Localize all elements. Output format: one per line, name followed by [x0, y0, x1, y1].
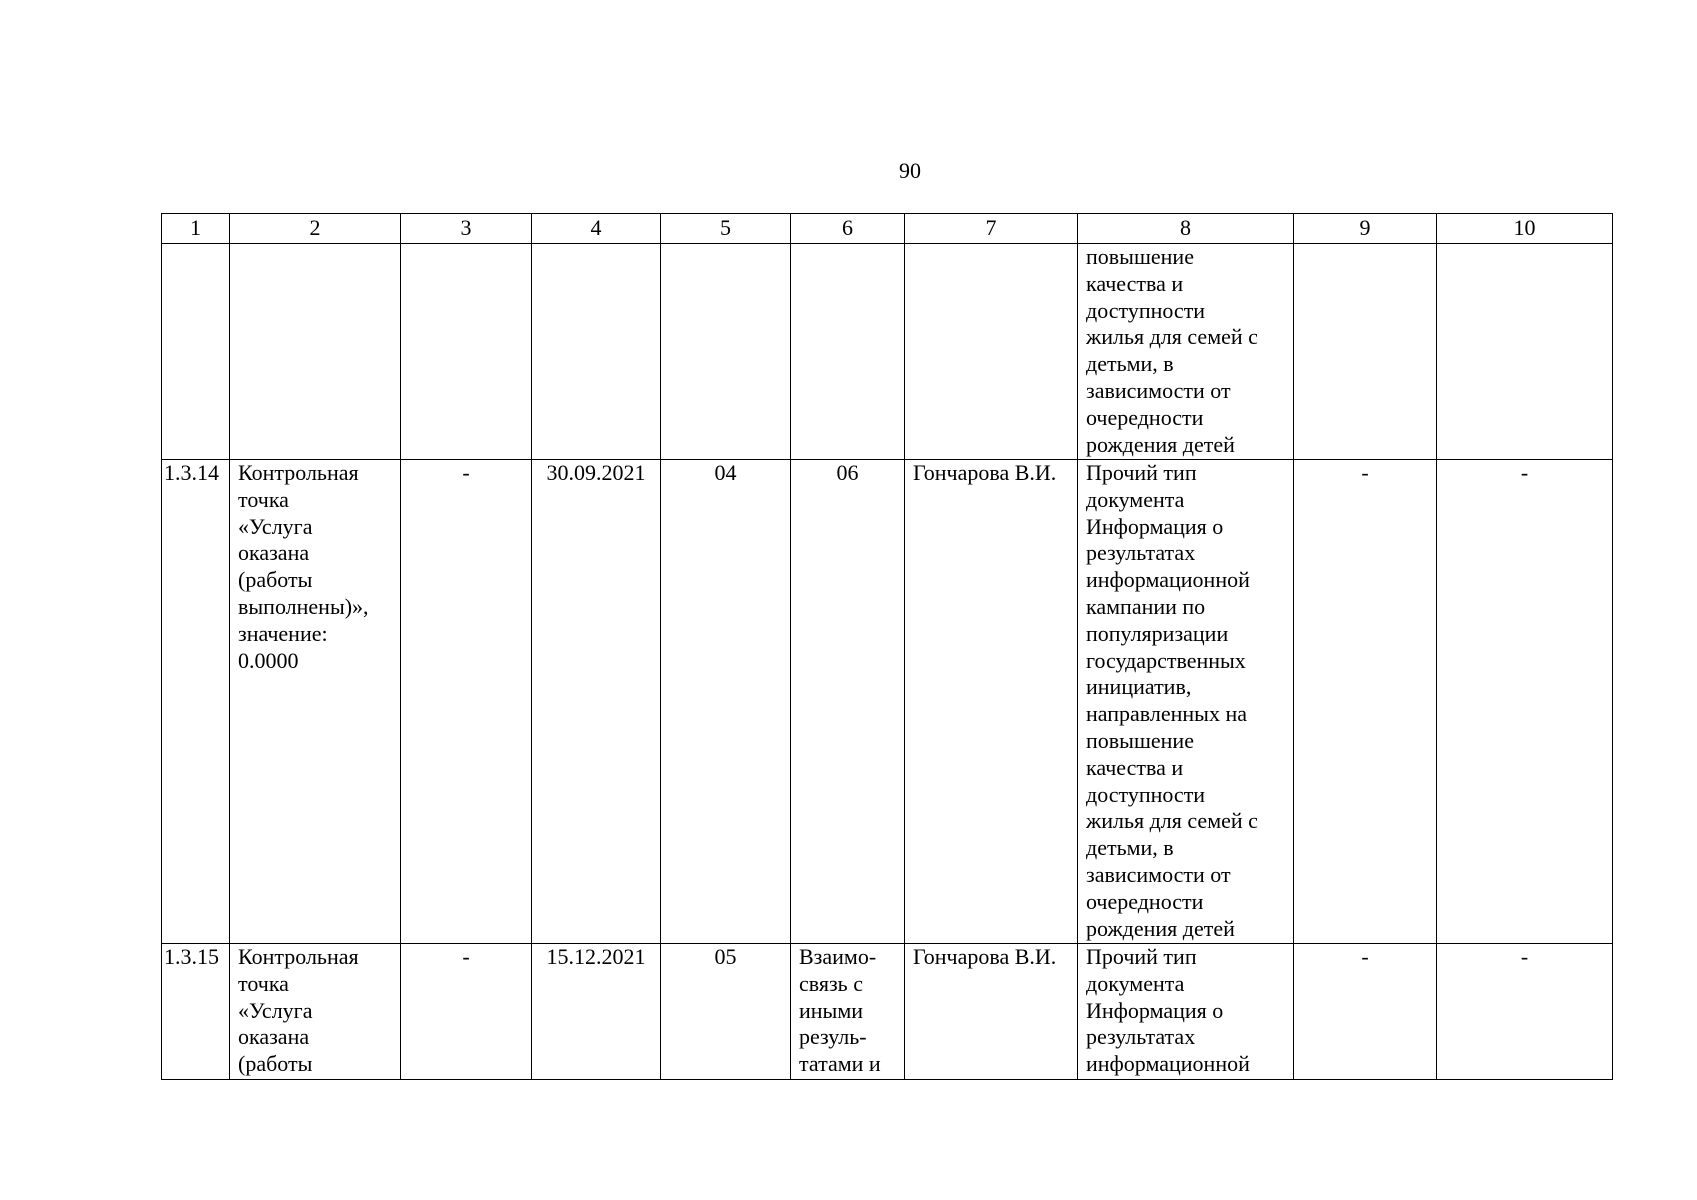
column-header: 10 — [1437, 214, 1613, 244]
cell-line: рождения детей — [1086, 431, 1235, 457]
cell-line: повышение — [1086, 244, 1194, 269]
cell-line: 0.0000 — [238, 647, 299, 673]
cell-line: 06 — [836, 460, 859, 485]
cell-line: инициатив, — [1086, 674, 1192, 700]
column-header: 6 — [791, 214, 905, 244]
document-cell — [1078, 244, 1294, 460]
date-cell — [532, 244, 661, 460]
column-header: 2 — [230, 214, 401, 244]
column-header: 3 — [401, 214, 532, 244]
cell-line: жилья для семей с — [1086, 324, 1258, 350]
cell-line: детьми, в — [1086, 351, 1174, 377]
cell-line: точка — [238, 970, 289, 996]
column-header: 9 — [1294, 214, 1437, 244]
col6-cell — [791, 944, 905, 1080]
cell-line: Контрольная — [238, 944, 359, 969]
cell-line: связь с — [799, 970, 863, 996]
responsible-cell — [905, 244, 1078, 460]
description-cell — [230, 460, 401, 944]
col9-cell: - — [1294, 460, 1437, 944]
date-cell: 30.09.2021 — [532, 460, 661, 944]
column-header: 8 — [1078, 214, 1294, 244]
table-row — [162, 244, 1613, 460]
col3-cell — [401, 244, 532, 460]
cell-line: значение: — [238, 620, 328, 646]
cell-line: информационной — [1086, 567, 1250, 593]
cell-line: зависимости от — [1086, 377, 1231, 403]
cell-line: выполнены)», — [238, 593, 369, 619]
cell-line: качества и — [1086, 270, 1184, 296]
cell-line: Информация о — [1086, 513, 1224, 539]
date-cell: 15.12.2021 — [532, 944, 661, 1080]
plan-table — [161, 213, 1613, 1080]
col10-cell: - — [1437, 460, 1613, 944]
cell-line: Информация о — [1086, 997, 1224, 1023]
responsible-cell: Гончарова В.И. — [905, 944, 1078, 1080]
cell-line: очередности — [1086, 404, 1204, 430]
row-number-cell: 1.3.14 — [162, 460, 230, 944]
cell-line: очередности — [1086, 888, 1204, 914]
cell-line: доступности — [1086, 781, 1206, 807]
cell-line: документа — [1086, 970, 1185, 996]
cell-line: государственных — [1086, 647, 1246, 673]
document-cell — [1078, 944, 1294, 1080]
col10-cell: - — [1437, 944, 1613, 1080]
table-row — [162, 944, 1613, 1080]
column-header: 5 — [661, 214, 791, 244]
header-row — [162, 214, 1613, 244]
cell-line: зависимости от — [1086, 861, 1231, 887]
col5-cell: 05 — [661, 944, 791, 1080]
description-cell — [230, 244, 401, 460]
cell-line: Прочий тип — [1086, 944, 1197, 969]
cell-line: «Услуга — [238, 513, 313, 539]
cell-line: (работы — [238, 1051, 313, 1077]
cell-line: оказана — [238, 1024, 310, 1050]
col9-cell — [1294, 244, 1437, 460]
cell-line: доступности — [1086, 297, 1206, 323]
cell-line: популяризации — [1086, 620, 1229, 646]
cell-line: Взаимо- — [799, 944, 877, 969]
row-number-cell — [162, 244, 230, 460]
cell-line: Прочий тип — [1086, 460, 1197, 485]
cell-line: документа — [1086, 486, 1185, 512]
table-row — [162, 460, 1613, 944]
cell-line: информационной — [1086, 1051, 1250, 1077]
col5-cell: 04 — [661, 460, 791, 944]
responsible-cell: Гончарова В.И. — [905, 460, 1078, 944]
cell-line: «Услуга — [238, 997, 313, 1023]
col10-cell — [1437, 244, 1613, 460]
description-cell — [230, 944, 401, 1080]
cell-line: (работы — [238, 567, 313, 593]
cell-line: точка — [238, 486, 289, 512]
col9-cell: - — [1294, 944, 1437, 1080]
cell-line: качества и — [1086, 754, 1184, 780]
col5-cell — [661, 244, 791, 460]
cell-line: иными — [799, 997, 864, 1023]
cell-line: кампании по — [1086, 593, 1206, 619]
cell-line: жилья для семей с — [1086, 808, 1258, 834]
cell-line: результатах — [1086, 540, 1196, 566]
page-number: 90 — [899, 158, 921, 183]
cell-line: татами и — [799, 1051, 881, 1077]
column-header: 1 — [162, 214, 230, 244]
column-header: 4 — [532, 214, 661, 244]
cell-line: направленных на — [1086, 701, 1247, 727]
cell-line: рождения детей — [1086, 915, 1235, 941]
cell-line: повышение — [1086, 727, 1194, 753]
col6-cell — [791, 460, 905, 944]
column-header: 7 — [905, 214, 1078, 244]
cell-line: оказана — [238, 540, 310, 566]
cell-line: результатах — [1086, 1024, 1196, 1050]
row-number-cell: 1.3.15 — [162, 944, 230, 1080]
cell-line: Контрольная — [238, 460, 359, 485]
col6-cell — [791, 244, 905, 460]
cell-line: детьми, в — [1086, 835, 1174, 861]
document-cell — [1078, 460, 1294, 944]
col3-cell: - — [401, 944, 532, 1080]
col3-cell: - — [401, 460, 532, 944]
cell-line: резуль- — [799, 1024, 867, 1050]
